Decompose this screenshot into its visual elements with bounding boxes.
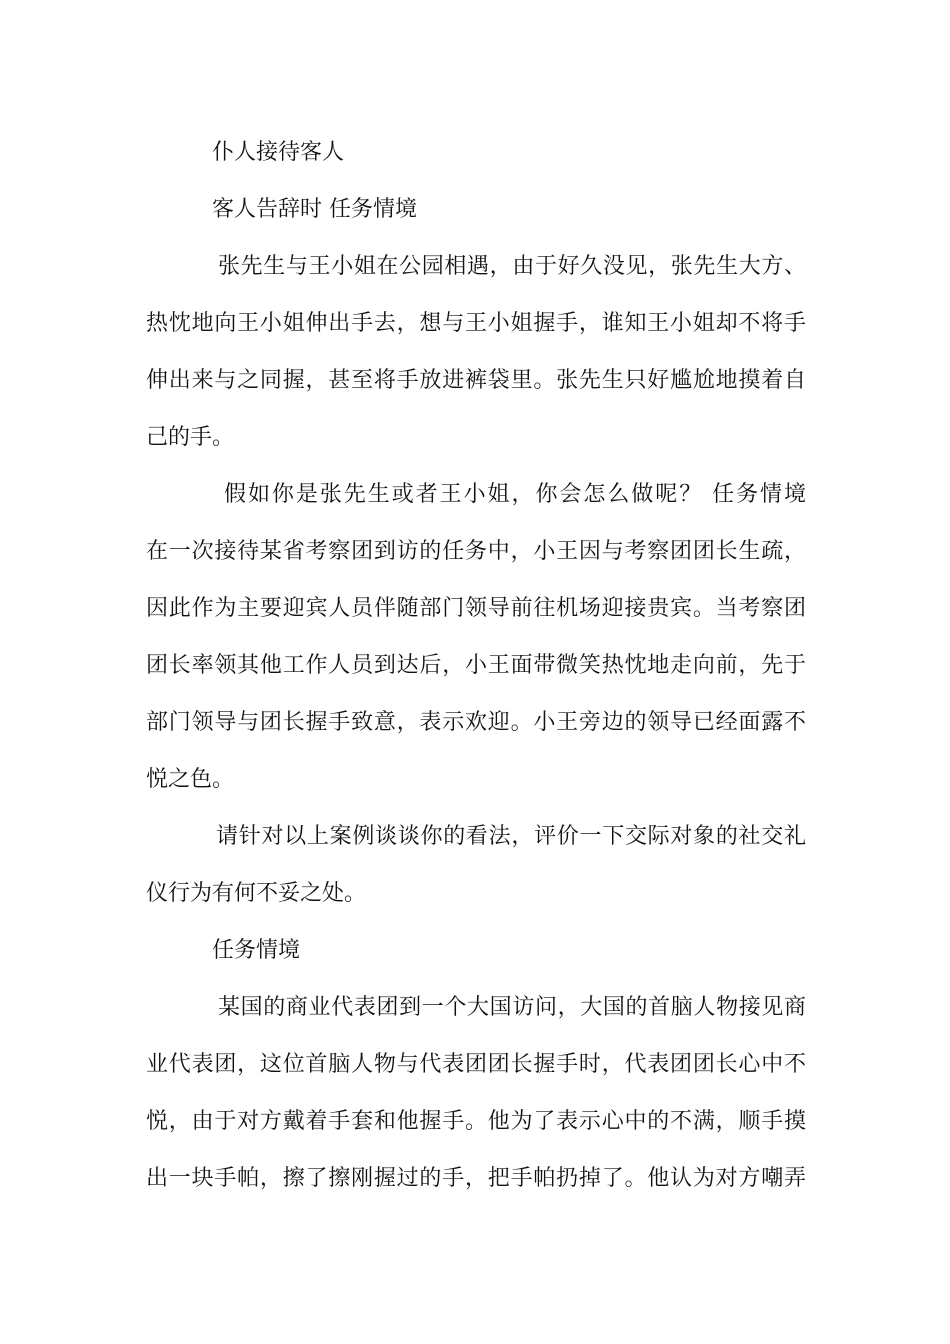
- paragraph-3-line-2: 仪行为有何不妥之处。: [146, 881, 367, 906]
- paragraph-4-line-2: 业代表团，这位首脑人物与代表团团长握手时，代表团团长心中不: [146, 1052, 806, 1077]
- paragraph-1-line-1: 张先生与王小姐在公园相遇，由于好久没见，张先生大方、: [218, 254, 806, 279]
- paragraph-1-line-4: 己的手。: [146, 425, 235, 450]
- paragraph-2-line-1: 假如你是张先生或者王小姐，你会怎么做呢？ 任务情境: [224, 482, 806, 507]
- paragraph-1-line-2: 热忱地向王小姐伸出手去，想与王小姐握手，谁知王小姐却不将手: [146, 311, 806, 336]
- document-body: [146, 133, 806, 1216]
- paragraph-4-line-3: 悦，由于对方戴着手套和他握手。他为了表示心中的不满，顺手摸: [146, 1109, 806, 1134]
- heading-line-2: 客人告辞时 任务情境: [212, 197, 417, 222]
- paragraph-1-line-3: 伸出来与之同握，甚至将手放进裤袋里。张先生只好尴尬地摸着自: [146, 368, 806, 393]
- paragraph-3-line-1: 请针对以上案例谈谈你的看法，评价一下交际对象的社交礼: [216, 824, 806, 849]
- paragraph-2-line-2: 在一次接待某省考察团到访的任务中，小王因与考察团团长生疏，: [146, 539, 806, 564]
- paragraph-2-line-4: 团长率领其他工作人员到达后，小王面带微笑热忱地走向前，先于: [146, 653, 806, 678]
- paragraph-4-line-4: 出一块手帕，擦了擦刚握过的手，把手帕扔掉了。他认为对方嘲弄: [146, 1166, 806, 1191]
- paragraph-2-line-5: 部门领导与团长握手致意，表示欢迎。小王旁边的领导已经面露不: [146, 710, 806, 735]
- paragraph-2-line-6: 悦之色。: [146, 767, 235, 792]
- paragraph-2-line-3: 因此作为主要迎宾人员伴随部门领导前往机场迎接贵宾。当考察团: [146, 596, 806, 621]
- heading-line-1: 仆人接待客人: [212, 140, 345, 165]
- paragraph-4-line-1: 某国的商业代表团到一个大国访问，大国的首脑人物接见商: [218, 995, 806, 1020]
- section-heading: 任务情境: [212, 938, 301, 963]
